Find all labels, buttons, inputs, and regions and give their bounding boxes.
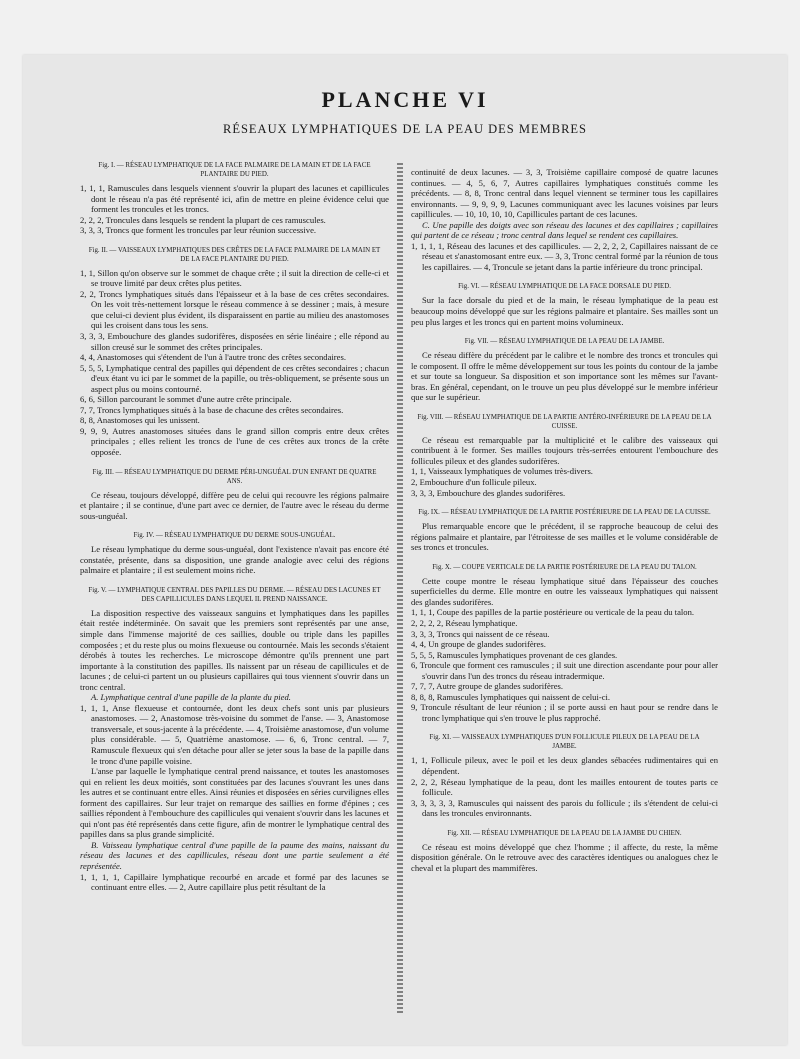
legend-item: 9, 9, 9, Autres anastomoses situées dans le grand sillon compris entre deux crêtes principales ; elles relient les troncs de l'une de ces crêtes aux troncs de la crête opposée. xyxy=(80,425,389,458)
legend-item: 5, 5, 5, Lymphatique central des papilles qui dépendent de ces crêtes secondaires ; chacun d'eux étant vu ici par le sommet de la papille, ou très-obliquement, se présente sous un aspect plus ou moins contourné. xyxy=(80,362,389,394)
legend-item: 1, 1, 1, 1, Réseau des lacunes et des capillicules. — 2, 2, 2, 2, Capillaires naissant de ce réseau et s'anastomosant entre eux. — 3, 3, Tronc central formé par la réunion de tous les capillaires. — 4, Troncule se jetant dans la partie inférieure du tronc principal. xyxy=(411,240,718,272)
legend-item: 3, 3, 3, Troncs que forment les troncules par leur réunion successive. xyxy=(80,225,317,236)
legend-item: 2, 2, Troncs lymphatiques situés dans l'épaisseur et à la base de ces crêtes secondaires. On les voit très-nettement lorsque le réseau commence à se dessiner ; mais, à mesure que celui-ci devient plus évident, ils disparaissent en partie au milieu des anastomoses qui les croisent dans tous les sens. xyxy=(80,288,389,331)
body-paragraph: L'anse par laquelle le lymphatique central prend naissance, et toutes les anastomoses qui en relient les deux moitiés, sont constituées par des lacunes s'ouvrant les unes dans les autres et se continuant entre elles. Ainsi réunies et disposées en séries curvilignes elles forment des capillaires. Sur leur trajet on remarque des saillies en forme d'épines ; ces saillies répondent à l'embouchure des capillicules qui venaient s'ouvrir dans les lacunes et qui n'ont pas été représentés dans cette figure, afin de montrer le lymphatique central des papilles dans sa plus grande simplicité. xyxy=(80,766,389,840)
figure-heading: Fig. V. — LYMPHATIQUE CENTRAL DES PAPILLES DU DERME. — RÉSEAU DES LACUNES ET DES CAPILLICULES DANS LEQUEL IL PREND NAISSANCE. xyxy=(88,586,381,603)
body-paragraph: Cette coupe montre le réseau lymphatique situé dans l'épaisseur des couches superficielles du derme. Elle montre en outre les vaisseaux lymphatiques qui naissent des glandes sudorifères. xyxy=(411,575,718,607)
figure-heading: Fig. I. — RÉSEAU LYMPHATIQUE DE LA FACE PALMAIRE DE LA MAIN ET DE LA FACE PLANTAIRE DU PIED. xyxy=(98,162,371,178)
figure-heading: Fig. XII. — RÉSEAU LYMPHATIQUE DE LA PEAU DE LA JAMBE DU CHIEN. xyxy=(447,829,682,837)
legend-item: 1, 1, 1, Coupe des papilles de la partie postérieure ou verticale de la peau du talon. xyxy=(411,607,695,618)
figure-heading: Fig. VIII. — RÉSEAU LYMPHATIQUE DE LA PARTIE ANTÉRO-INFÉRIEURE DE LA PEAU DE LA CUISSE. xyxy=(417,413,712,430)
body-paragraph: Le réseau lymphatique du derme sous-unguéal, dont l'existence n'avait pas encore été constatée, présente, dans sa disposition, une grande analogie avec celui des régions palmaire et plantaire ; il est seulement moins riche. xyxy=(80,544,389,576)
legend-item: 3, 3, 3, 3, 3, Ramuscules qui naissent des parois du follicule ; ils s'étendent de celui-ci dans les troncules environnants. xyxy=(411,797,718,819)
figure-heading: Fig. IX. — RÉSEAU LYMPHATIQUE DE LA PARTIE POSTÉRIEURE DE LA PEAU DE LA CUISSE. xyxy=(418,509,711,517)
legend-item: 3, 3, 3, Embouchure des glandes sudorifères. xyxy=(411,487,566,498)
figure-heading: Fig. II. — VAISSEAUX LYMPHATIQUES DES CRÊTES DE LA FACE PALMAIRE DE LA MAIN ET DE LA FACE PLANTAIRE DU PIED. xyxy=(88,246,381,263)
figure-heading: Fig. X. — COUPE VERTICALE DE LA PARTIE POSTÉRIEURE DE LA PEAU DU TALON. xyxy=(432,563,697,571)
legend-item: 1, 1, 1, 1, Capillaire lymphatique recourbé en arcade et formé par des lacunes se continuant entre elles. — 2, Autre capillaire plus petit résultant de la xyxy=(80,871,389,893)
figure-heading: Fig. VII. — RÉSEAU LYMPHATIQUE DE LA PEAU DE LA JAMBE. xyxy=(464,338,665,346)
body-paragraph: La disposition respective des vaisseaux sanguins et lymphatiques dans les papilles était restée indéterminée. On savait que les premiers sont représentés par une anse, simple dans l'immense majorité de ces saillies, double ou triple dans les papilles composées ; et du reste plus ou moins flexueuse ou contournée. Mais les seconds s'étaient dérobés à toutes les recherches. Le microscope démontre qu'ils prennent une part importante à la constitution des papilles. Ils naissent par un réseau de capillicules et de lacunes ; de celui-ci partent un ou plusieurs capillaires qui tous viennent s'ouvrir dans un tronc central. xyxy=(80,607,389,692)
left-column xyxy=(80,161,389,893)
legend-item: 1, 1, 1, Ramuscules dans lesquels viennent s'ouvrir la plupart des lacunes et capillicules dont le réseau n'a pas été représenté ici, afin de mettre en pleine évidence celui que forment les troncules et les troncs. xyxy=(80,183,389,215)
column-divider xyxy=(397,163,403,1015)
plate-page xyxy=(23,55,787,1045)
figure-heading: Fig. III. — RÉSEAU LYMPHATIQUE DU DERME PÉRI-UNGUÉAL D'UN ENFANT DE QUATRE ANS. xyxy=(92,468,377,485)
figure-heading: Fig. VI. — RÉSEAU LYMPHATIQUE DE LA FACE DORSALE DU PIED. xyxy=(458,283,671,291)
continued-paragraph: continuité de deux lacunes. — 3, 3, Troisième capillaire composé de quatre lacunes continues. — 4, 5, 6, 7, Autres capillaires lymphatiques constitués comme les précédents. — 8, 8, Tronc central dans lequel viennent se terminer tous les capillaires environnants. — 9, 9, 9, 9, Lacunes communiquant avec les lacunes voisines par leurs capillicules. — 10, 10, 10, 10, Capillicules partant de ces lacunes. xyxy=(411,167,718,220)
body-paragraph: Plus remarquable encore que le précédent, il se rapproche beaucoup de celui des régions palmaire et plantaire, par l'étroitesse de ses mailles et le volume considérable de ses troncs et troncules. xyxy=(411,521,718,553)
legend-item: 1, 1, Sillon qu'on observe sur le sommet de chaque crête ; il suit la direction de celle-ci et se trouve limité par deux crêtes plus petites. xyxy=(80,267,389,289)
legend-item: 2, 2, 2, Troncules dans lesquels se rendent la plupart de ces ramuscules. xyxy=(80,214,326,225)
body-paragraph: Ce réseau est moins développé que chez l'homme ; il affecte, du reste, la même disposition générale. On le retrouve avec des caractères identiques ou analogues chez le cheval et la plupart des mammifères. xyxy=(411,841,718,873)
right-column xyxy=(411,167,718,873)
legend-item: 1, 1, Vaisseaux lymphatiques de volumes très-divers. xyxy=(411,466,593,477)
legend-item: 2, Embouchure d'un follicule pileux. xyxy=(411,477,537,488)
figure-subcaption: C. Une papille des doigts avec son réseau des lacunes et des capillaires ; capillaires qui partent de ce réseau ; tronc central dans lequel se rendent ces capillaires. xyxy=(411,219,718,241)
body-paragraph: Ce réseau, toujours développé, diffère peu de celui qui recouvre les régions palmaire et plantaire ; il se continue, d'une part avec ce dernier, de l'autre avec le réseau du derme sous-unguéal. xyxy=(80,489,389,521)
legend-item: 7, 7, Troncs lymphatiques situés à la base de chacune des crêtes secondaires. xyxy=(80,404,344,415)
legend-item: 1, 1, Follicule pileux, avec le poil et les deux glandes sébacées rudimentaires qui en dépendent. xyxy=(411,755,718,776)
legend-item: 8, 8, Anastomoses qui les unissent. xyxy=(80,415,200,426)
body-paragraph: Ce réseau est remarquable par la multiplicité et le calibre des vaisseaux qui contribuent à le former. Ses mailles toujours très-serrées entourent l'embouchure des follicules pileux et des glandes sudorifères. xyxy=(411,434,718,466)
plate-title: PLANCHE VI xyxy=(321,87,489,112)
legend-item: 3, 3, 3, Embouchure des glandes sudorifères, disposées en série linéaire ; elle répond au sillon creusé sur le sommet des crêtes principales. xyxy=(80,331,389,352)
legend-item: 1, 1, 1, Anse flexueuse et contournée, dont les deux chefs sont unis par plusieurs anastomoses. — 2, Anastomose très-voisine du sommet de l'anse. — 3, Anastomose transversale, et sous-jacente à la précédente. — 4, Troisième anastomose, d'un volume plus considérable. — 5, Quatrième anastomose. — 6, 6, Tronc central. — 7, Ramuscule flexueux qui s'en détache pour aller se jeter sous la base de la papille dans le tronc d'une papille voisine. xyxy=(80,702,389,766)
figure-heading: Fig. XI. — VAISSEAUX LYMPHATIQUES D'UN FOLLICULE PILEUX DE LA PEAU DE LA JAMBE. xyxy=(429,734,700,751)
legend-item: 2, 2, 2, 2, Réseau lymphatique. xyxy=(411,617,518,628)
figure-heading: Fig. IV. — RÉSEAU LYMPHATIQUE DU DERME SOUS-UNGUÉAL. xyxy=(133,532,336,540)
legend-item: 2, 2, 2, Réseau lymphatique de la peau, dont les mailles entourent de toutes parts ce follicule. xyxy=(411,776,718,798)
body-paragraph: Ce réseau diffère du précédent par le calibre et le nombre des troncs et troncules qui le composent. Il offre le même développement sur tous les points du contour de la jambe et sur toute sa longueur. Sa disposition et son importance sont les mêmes sur l'avant-bras. En général, cependant, on le trouve un peu plus développé sur le membre inférieur que sur le supérieur. xyxy=(411,350,718,403)
plate-subtitle: RÉSEAUX LYMPHATIQUES DE LA PEAU DES MEMBRES xyxy=(223,122,587,136)
figure-subcaption: A. Lymphatique central d'une papille de la plante du pied. xyxy=(91,692,291,703)
legend-item: 4, 4, Un groupe de glandes sudorifères. xyxy=(411,639,546,650)
legend-item: 3, 3, 3, Troncs qui naissent de ce réseau. xyxy=(411,628,550,639)
body-paragraph: Sur la face dorsale du pied et de la main, le réseau lymphatique de la peau est beaucoup moins développé que sur les régions palmaire et plantaire. Ses mailles sont un peu plus larges et les troncs qui en partent moins volumineux. xyxy=(411,295,718,327)
legend-item: 5, 5, 5, Ramuscules lymphatiques provenant de ces glandes. xyxy=(411,649,618,660)
legend-item: 7, 7, 7, Autre groupe de glandes sudorifères. xyxy=(411,681,564,692)
legend-item: 9, Troncule résultant de leur réunion ; il se porte aussi en haut pour se rendre dans le tronc lymphatique qui s'en trouve le plus rapproché. xyxy=(411,702,718,723)
legend-item: 6, Troncule que forment ces ramuscules ; il suit une direction ascendante pour pour aller s'ouvrir dans l'un des troncs du réseau intradermique. xyxy=(411,660,718,681)
figure-subcaption: B. Vaisseau lymphatique central d'une papille de la paume des mains, naissant du réseau des lacunes et des capillicules, réseau dont une partie seulement a été représentée. xyxy=(80,839,389,871)
legend-item: 6, 6, Sillon parcourant le sommet d'une autre crête principale. xyxy=(80,394,292,405)
legend-item: 8, 8, 8, Ramuscules lymphatiques qui naissent de celui-ci. xyxy=(411,691,611,702)
legend-item: 4, 4, Anastomoses qui s'étendent de l'un à l'autre tronc des crêtes secondaires. xyxy=(80,352,346,363)
